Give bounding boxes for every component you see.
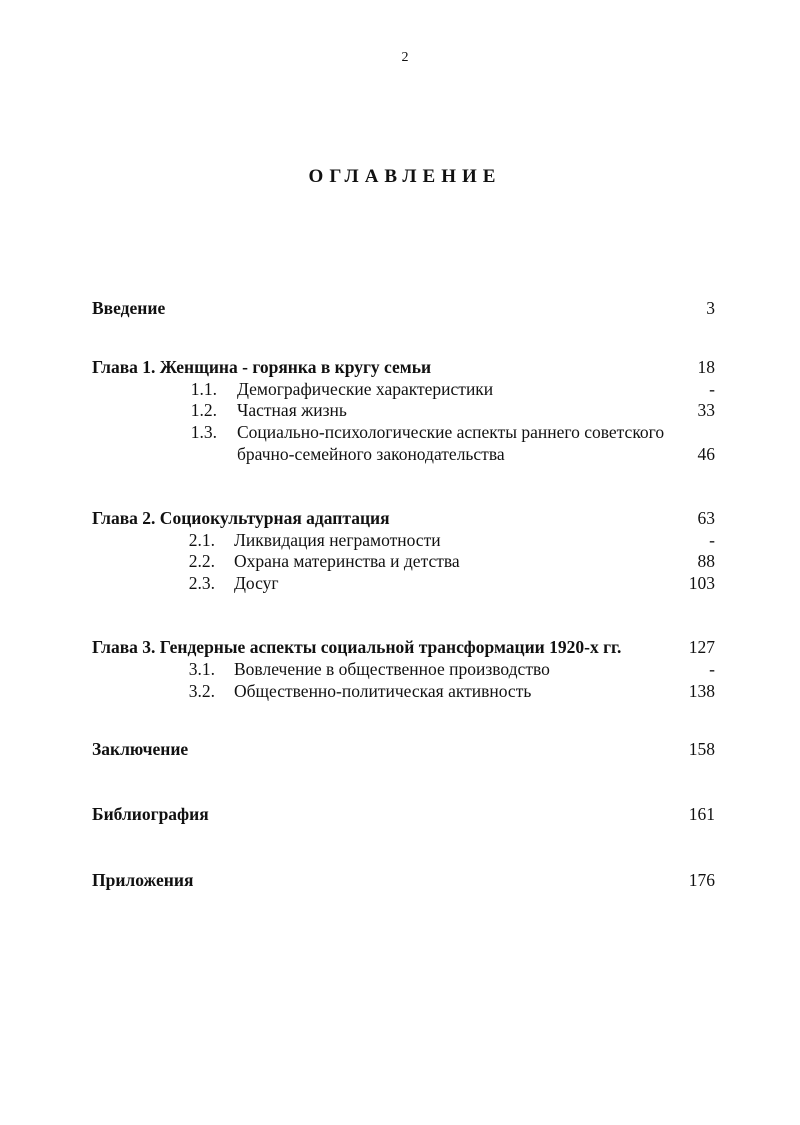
toc-section-page: 33	[697, 400, 715, 420]
toc-section-title-line2: брачно-семейного законодательства	[237, 444, 505, 464]
toc-section-page: -	[709, 530, 715, 550]
toc-section-title: Досуг	[234, 573, 279, 593]
toc-section-1-2	[0, 399, 800, 421]
toc-section-number: 1.2.	[190, 400, 217, 420]
toc-entry-page: 158	[688, 739, 715, 759]
toc-entry-page: 161	[688, 804, 715, 824]
page-number: 2	[401, 50, 409, 65]
toc-entry-title: Введение	[92, 298, 166, 318]
toc-section-number: 2.3.	[188, 573, 215, 593]
toc-section-2-3	[0, 572, 800, 594]
toc-section-title: Ликвидация неграмотности	[234, 530, 441, 550]
toc-section-number: 2.1.	[188, 530, 215, 550]
toc-entry-intro	[0, 297, 800, 319]
toc-section-1-3	[0, 421, 800, 443]
toc-entry-page: 176	[688, 870, 715, 890]
toc-title: ОГЛАВЛЕНИЕ	[308, 166, 502, 187]
toc-chapter-title: Глава 1. Женщина - горянка в кругу семьи	[92, 357, 432, 377]
toc-entry-appendices	[0, 869, 800, 891]
toc-section-number: 3.2.	[188, 681, 215, 701]
toc-section-page: 46	[697, 444, 715, 464]
toc-section-title: Общественно-политическая активность	[234, 681, 532, 701]
toc-entry-bibliography	[0, 803, 800, 825]
toc-entry-conclusion	[0, 738, 800, 760]
toc-section-2-2	[0, 550, 800, 572]
toc-chapter-3	[0, 636, 800, 658]
toc-chapter-page: 18	[697, 357, 715, 377]
toc-section-title: Частная жизнь	[237, 400, 347, 420]
toc-chapter-page: 63	[697, 508, 715, 528]
toc-entry-title: Приложения	[92, 870, 194, 890]
toc-entry-title: Заключение	[92, 739, 189, 759]
toc-section-1-3-continued	[0, 443, 800, 465]
toc-section-title: Вовлечение в общественное производство	[234, 659, 550, 679]
toc-section-number: 1.3.	[190, 422, 217, 442]
toc-section-number: 1.1.	[190, 379, 217, 399]
toc-entry-title: Библиография	[92, 804, 209, 824]
toc-chapter-1	[0, 356, 800, 378]
toc-section-title: Социально-психологические аспекты раннего советского	[237, 422, 665, 442]
toc-chapter-page: 127	[688, 637, 715, 657]
toc-section-number: 3.1.	[188, 659, 215, 679]
toc-section-3-1	[0, 658, 800, 680]
toc-section-1-1	[0, 378, 800, 400]
toc-section-page: -	[709, 659, 715, 679]
toc-chapter-title: Глава 3. Гендерные аспекты социальной трансформации 1920-х гг.	[92, 637, 622, 657]
toc-section-3-2	[0, 680, 800, 702]
toc-section-page: 88	[697, 551, 715, 571]
toc-chapter-title: Глава 2. Социокультурная адаптация	[92, 508, 390, 528]
toc-section-number: 2.2.	[188, 551, 215, 571]
toc-section-page: 138	[688, 681, 715, 701]
toc-section-title: Охрана материнства и детства	[234, 551, 460, 571]
toc-section-page: 103	[688, 573, 715, 593]
toc-entry-page: 3	[706, 298, 715, 318]
toc-section-2-1	[0, 529, 800, 551]
toc-section-title: Демографические характеристики	[237, 379, 494, 399]
toc-section-page: -	[709, 379, 715, 399]
toc-chapter-2	[0, 507, 800, 529]
